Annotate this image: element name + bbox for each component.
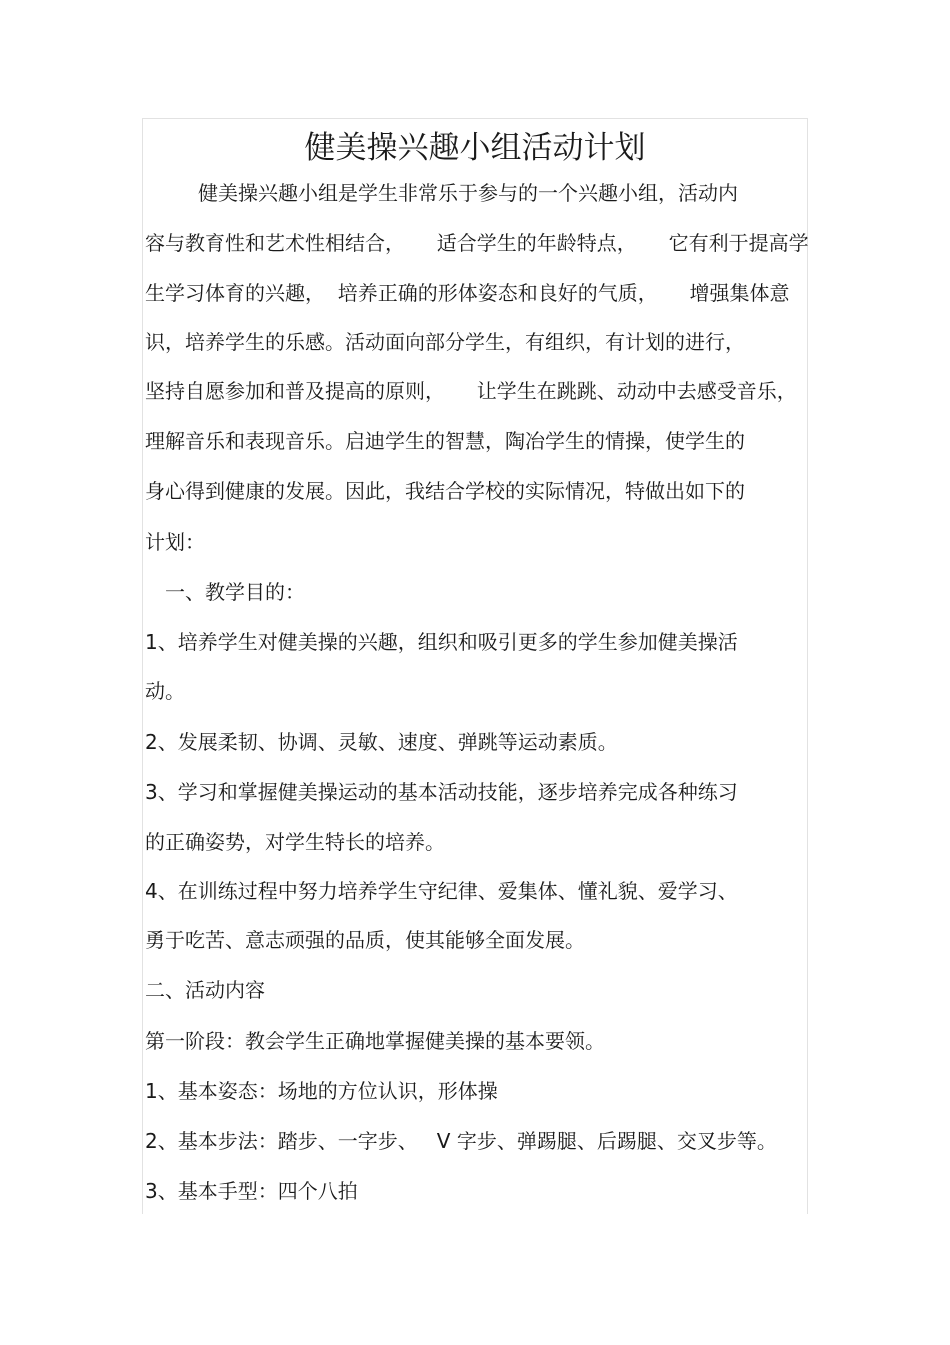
document-title: 健美操兴趣小组活动计划: [304, 130, 646, 166]
intro-line: 健美操兴趣小组是学生非常乐于参与的一个兴趣小组，活动内: [198, 181, 738, 205]
list-item: 1、培养学生对健美操的兴趣，组织和吸引更多的学生参加健美操活: [145, 630, 738, 654]
stage-heading: 第一阶段：教会学生正确地掌握健美操的基本要领。: [145, 1029, 605, 1053]
list-item: 动。: [145, 679, 185, 703]
intro-line: 容与教育性和艺术性相结合， 适合学生的年龄特点， 它有利于提高学: [145, 231, 809, 255]
list-item: 3、基本手型：四个八拍: [145, 1179, 358, 1203]
intro-line: 身心得到健康的发展。因此，我结合学校的实际情况，特做出如下的: [145, 479, 745, 503]
list-item: 4、在训练过程中努力培养学生守纪律、爱集体、懂礼貌、爱学习、: [145, 879, 738, 903]
intro-line: 生学习体育的兴趣， 培养正确的形体姿态和良好的气质， 增强集体意: [145, 281, 790, 305]
list-item: 2、基本步法：踏步、一字步、 V 字步、弹踢腿、后踢腿、交叉步等。: [145, 1129, 777, 1153]
list-item: 1、基本姿态：场地的方位认识，形体操: [145, 1079, 498, 1103]
intro-line: 坚持自愿参加和普及提高的原则， 让学生在跳跳、动动中去感受音乐，: [145, 379, 797, 403]
intro-line: 理解音乐和表现音乐。启迪学生的智慧，陶冶学生的情操，使学生的: [145, 429, 745, 453]
section-heading: 一、教学目的：: [165, 580, 305, 604]
list-item: 的正确姿势，对学生特长的培养。: [145, 830, 445, 854]
list-item: 勇于吃苦、意志顽强的品质，使其能够全面发展。: [145, 928, 585, 952]
section-heading: 二、活动内容: [145, 978, 265, 1002]
intro-line: 计划：: [145, 530, 205, 554]
intro-line: 识，培养学生的乐感。活动面向部分学生，有组织，有计划的进行，: [145, 330, 745, 354]
list-item: 2、发展柔韧、协调、灵敏、速度、弹跳等运动素质。: [145, 730, 618, 754]
list-item: 3、学习和掌握健美操运动的基本活动技能，逐步培养完成各种练习: [145, 780, 738, 804]
